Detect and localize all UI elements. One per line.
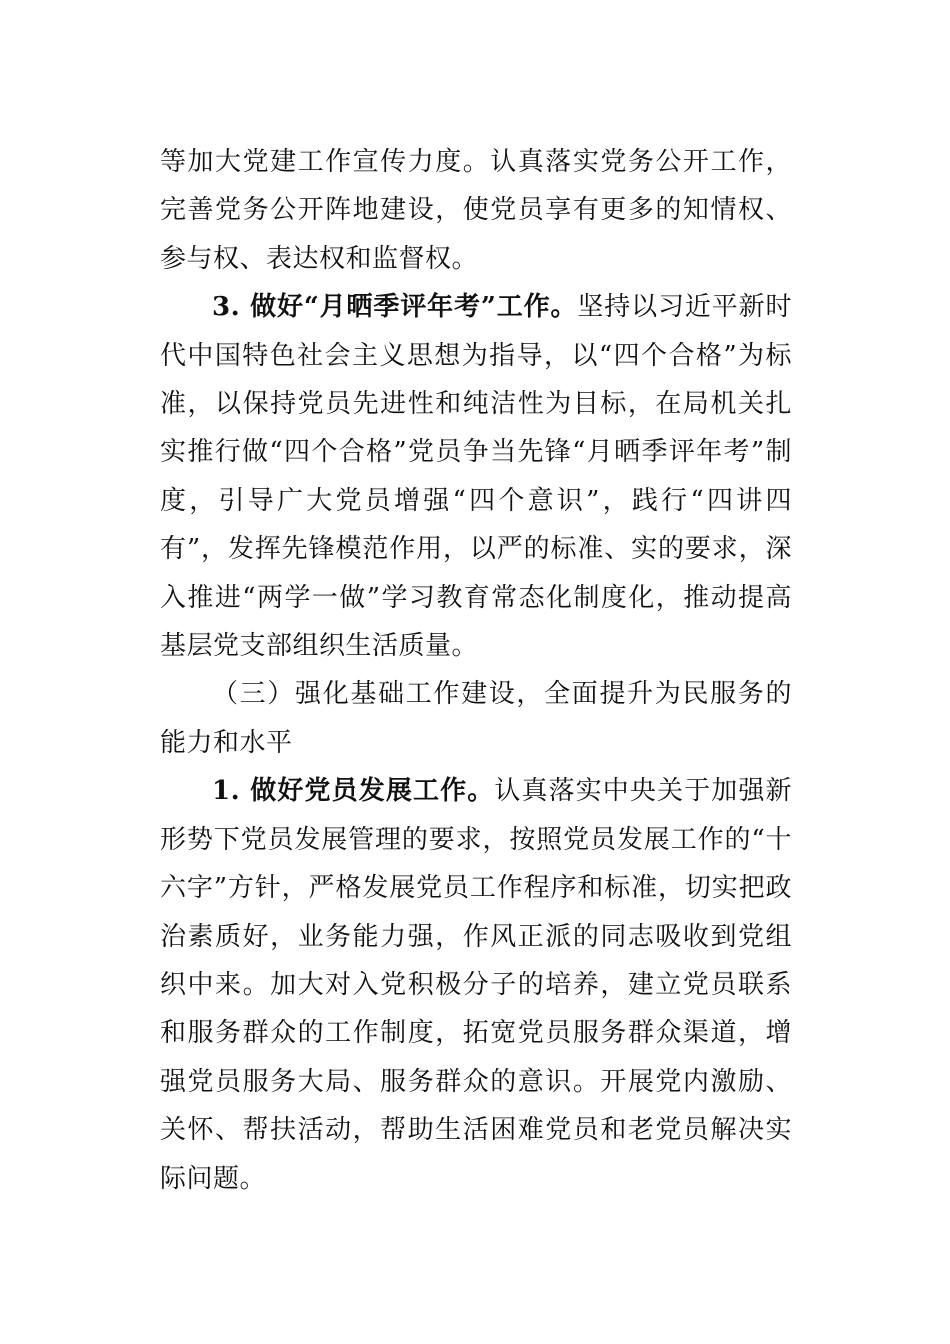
item-3-body: 坚持以习近平新时代中国特色社会主义思想为指导，以“四个合格”为标准，以保持党员先进性和纯洁性为目标，在局机关扎实推行做“四个合格”党员争当先锋“月晒季评年考”制度，引导广大党员增强“四个意识”，践行“四讲四有”，发挥先锋模范作用，以严的标准、实的要求，深入推进“两学一做”学习教育常态化制度化，推动提高基层党支部组织生活质量。: [160, 292, 792, 662]
section-3-heading: [160, 670, 792, 767]
paragraph-publicity: [160, 138, 792, 283]
paragraph-member-development: [160, 767, 792, 1203]
document-body: [160, 138, 792, 1203]
item-1-heading: 1. 做好党员发展工作。: [212, 776, 495, 807]
paragraph-publicity-text: 等加大党建工作宣传力度。认真落实党务公开工作，完善党务公开阵地建设，使党员享有更多的知情权、参与权、表达权和监督权。: [160, 147, 792, 274]
paragraph-monthly-evaluation: [160, 283, 792, 670]
item-3-heading: 3. 做好“月晒季评年考”工作。: [212, 292, 578, 323]
section-3-heading-text: （三）强化基础工作建设，全面提升为民服务的能力和水平: [160, 679, 792, 758]
item-1-body: 认真落实中央关于加强新形势下党员发展管理的要求，按照党员发展工作的“十六字”方针，严格发展党员工作程序和标准，切实把政治素质好，业务能力强，作风正派的同志吸收到党组织中来。加大对入党积极分子的培养，建立党员联系和服务群众的工作制度，拓宽党员服务群众渠道，增强党员服务大局、服务群众的意识。开展党内激励、关怀、帮扶活动，帮助生活困难党员和老党员解决实际问题。: [160, 776, 792, 1194]
